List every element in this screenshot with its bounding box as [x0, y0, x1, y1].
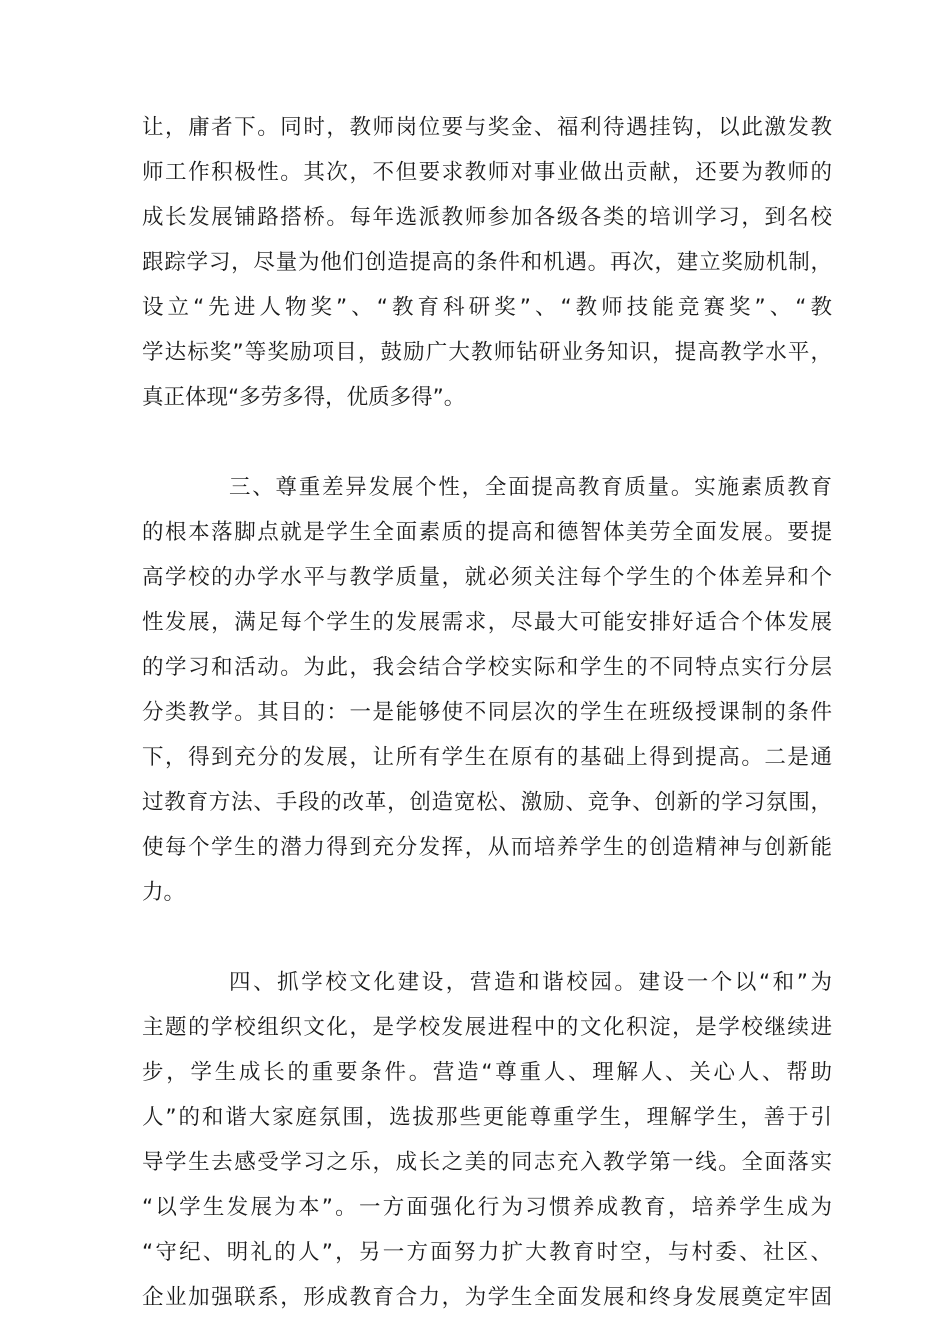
- text-line: 设立“先进人物奖”、“教育科研奖”、“教师技能竞赛奖”、“教: [142, 295, 832, 320]
- text-line: 成长发展铺路搭桥。每年选派教师参加各级各类的培训学习，到名校: [142, 205, 832, 230]
- text-line: 导学生去感受学习之乐，成长之美的同志充入教学第一线。全面落实: [142, 1150, 832, 1175]
- text-line: 的根本落脚点就是学生全面素质的提高和德智体美劳全面发展。要提: [142, 520, 832, 545]
- text-line: 四、抓学校文化建设，营造和谐校园。建设一个以“和”为: [229, 970, 832, 995]
- text-line: 学达标奖”等奖励项目，鼓励广大教师钻研业务知识，提高教学水平，: [142, 340, 832, 365]
- text-line: 分类教学。其目的：一是能够使不同层次的学生在班级授课制的条件: [142, 700, 832, 725]
- text-line: 步，学生成长的重要条件。营造“尊重人、理解人、关心人、帮助: [142, 1060, 832, 1085]
- text-line: 力。: [142, 880, 186, 905]
- text-line: 性发展，满足每个学生的发展需求，尽最大可能安排好适合个体发展: [142, 610, 832, 635]
- text-line: 三、尊重差异发展个性，全面提高教育质量。实施素质教育: [229, 475, 832, 500]
- text-line: 人”的和谐大家庭氛围，选拔那些更能尊重学生，理解学生，善于引: [142, 1105, 832, 1130]
- text-line: 下，得到充分的发展，让所有学生在原有的基础上得到提高。二是通: [142, 745, 832, 770]
- text-line: 使每个学生的潜力得到充分发挥，从而培养学生的创造精神与创新能: [142, 835, 832, 860]
- text-line: “以学生发展为本”。一方面强化行为习惯养成教育，培养学生成为: [142, 1195, 832, 1220]
- text-line: 让，庸者下。同时，教师岗位要与奖金、福利待遇挂钩，以此激发教: [142, 115, 832, 140]
- text-line: “守纪、明礼的人”，另一方面努力扩大教育时空，与村委、社区、: [142, 1240, 832, 1265]
- text-line: 真正体现“多劳多得，优质多得”。: [142, 385, 466, 410]
- text-line: 的学习和活动。为此，我会结合学校实际和学生的不同特点实行分层: [142, 655, 832, 680]
- text-line: 过教育方法、手段的改革，创造宽松、激励、竞争、创新的学习氛围，: [142, 790, 832, 815]
- text-line: 主题的学校组织文化，是学校发展进程中的文化积淀，是学校继续进: [142, 1015, 832, 1040]
- text-line: 跟踪学习，尽量为他们创造提高的条件和机遇。再次，建立奖励机制，: [142, 250, 832, 275]
- text-line: 师工作积极性。其次，不但要求教师对事业做出贡献，还要为教师的: [142, 160, 832, 185]
- text-line: 高学校的办学水平与教学质量，就必须关注每个学生的个体差异和个: [142, 565, 832, 590]
- text-line: 企业加强联系，形成教育合力，为学生全面发展和终身发展奠定牢固: [142, 1285, 832, 1310]
